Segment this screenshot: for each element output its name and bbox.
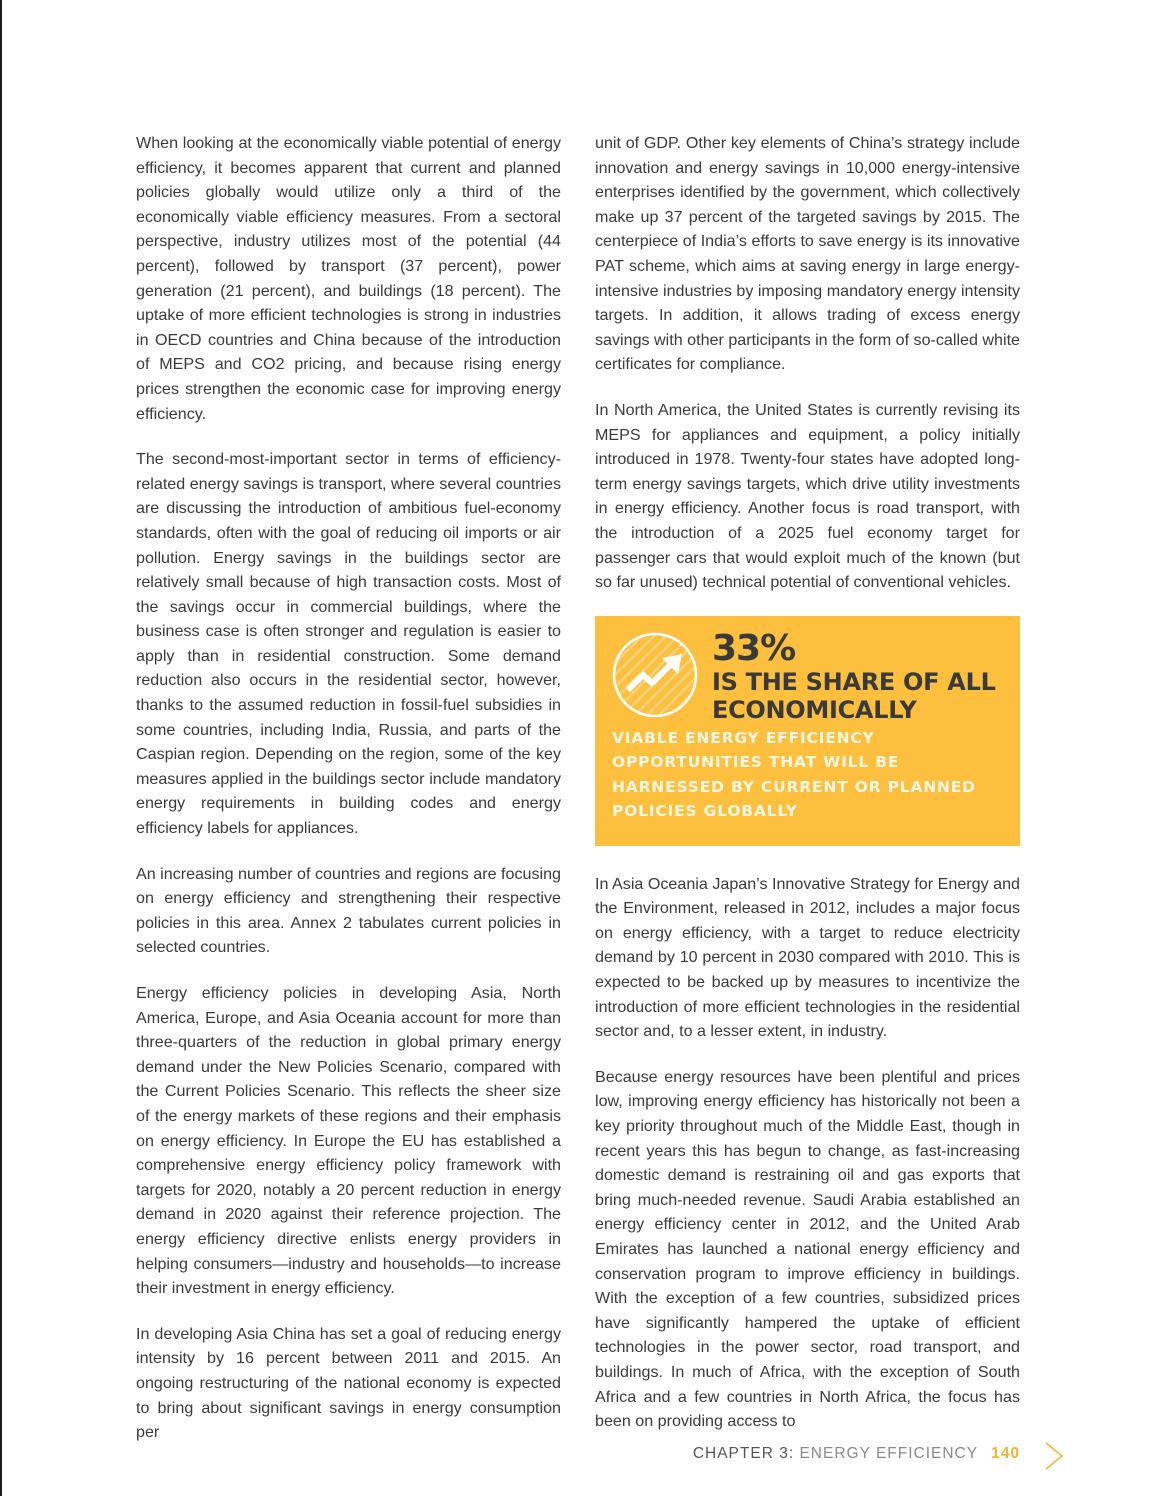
page-edge-rule (0, 0, 2, 1496)
callout-heading (712, 627, 996, 724)
trend-up-arrow-icon (612, 632, 698, 718)
body-paragraph: In Asia Oceania Japan’s Innovative Strategy for Energy and the Environment, released in 2012, includes a major focus on energy efficiency, with a target to reduce electricity demand by 10 percent in 2030 compared with 2010. This is expected to be backed up by measures to incentivize the introduction of more efficient technologies in the residential sector and, to a lesser extent, in industry. (595, 874, 1020, 1041)
page-footer (693, 1445, 1020, 1463)
body-paragraph: The second-most-important sector in terms of efficiency-related energy savings is transport, where several countries are discussing the introduction of ambitious fuel-economy standards, often with the goal of reducing oil imports or air pollution. Energy savings in the buildings sector are relatively small because of high transaction costs. Most of the savings occur in commercial buildings, where the business case is often stronger and regulation is easier to apply than in residential construction. Some demand reduction also occurs in the residential sector, however, thanks to the assumed reduction in fossil-fuel subsidies in some countries, including India, Russia, and parts of the Caspian region. Depending on the region, some of the key measures applied in the buildings sector include mandatory energy requirements in building codes and energy efficiency labels for appliances. (136, 450, 561, 838)
chevron-right-icon[interactable] (1043, 1441, 1065, 1471)
stat-callout-box (595, 616, 1020, 846)
body-paragraph: An increasing number of countries and regions are focusing on energy efficiency and strengthening their respective policies in this area. Annex 2 tabulates current policies in selected countries. (136, 864, 561, 957)
callout-title-line: IS THE SHARE OF ALL (712, 667, 996, 696)
callout-stat-value: 33% (712, 627, 796, 669)
body-paragraph: Energy efficiency policies in developing Asia, North America, Europe, and Asia Oceania account for more than three-quarters of the reduction in global primary energy demand under the New Policies Scenario, compared with the Current Policies Scenario. This reflects the sheer size of the energy markets of these regions and their emphasis on energy efficiency. In Europe the EU has established a comprehensive energy efficiency policy framework with targets for 2020, notably a 20 percent reduction in energy demand in 2020 against their reference projection. The energy efficiency directive enlists energy providers in helping consumers—industry and households—to increase their investment in energy efficiency. (136, 984, 561, 1298)
body-paragraph: Because energy resources have been plentiful and prices low, improving energy efficiency has historically not been a key priority throughout much of the Middle East, though in recent years this has begun to change, as fast-increasing domestic demand is restraining oil and gas exports that bring much-needed revenue. Saudi Arabia established an energy efficiency center in 2012, and the United Arab Emirates has launched a national energy efficiency and conservation program to improve efficiency in buildings. With the exception of a few countries, subsidized prices have significantly hampered the uptake of efficient technologies in the power sector, road transport, and buildings. In much of Africa, with the exception of South Africa and a few countries in North Africa, the focus has been on providing access to (595, 1067, 1020, 1431)
body-paragraph: In developing Asia China has set a goal of reducing energy intensity by 16 percent between 2011 and 2015. An ongoing restructuring of the national economy is expected to bring about significant savings in energy consumption per (136, 1324, 561, 1442)
callout-title-line: ECONOMICALLY (712, 695, 917, 724)
right-column (595, 131, 1020, 1455)
callout-subtitle: VIABLE ENERGY EFFICIENCY OPPORTUNITIES THAT WILL BE HARNESSED BY CURRENT OR PLANNED POLICIES GLOBALLY (612, 728, 976, 821)
footer-topic: ENERGY EFFICIENCY (799, 1445, 978, 1462)
body-paragraph: When looking at the economically viable potential of energy efficiency, it becomes apparent that current and planned policies globally would utilize only a third of the economically viable efficiency measures. From a sectoral perspective, industry utilizes most of the potential (44 percent), followed by transport (37 percent), power generation (21 percent), and buildings (18 percent). The uptake of more efficient technologies is strong in industries in OECD countries and China because of the introduction of MEPS and CO2 pricing, and because rising energy prices strengthen the economic case for improving energy efficiency. (136, 134, 561, 423)
footer-page-number: 140 (991, 1445, 1020, 1462)
footer-chapter: CHAPTER 3: (692, 1445, 795, 1462)
body-paragraph: In North America, the United States is currently revising its MEPS for appliances and equipment, a policy initially introduced in 1978. Twenty-four states have adopted long-term energy savings targets, which drive utility investments in energy efficiency. Another focus is road transport, with the introduction of a 2025 fuel economy target for passenger cars that would exploit much of the known (but so far unused) technical potential of conventional vehicles. (595, 400, 1020, 592)
left-column (136, 131, 561, 1466)
body-paragraph: unit of GDP. Other key elements of China’s strategy include innovation and energy savings in 10,000 energy-intensive enterprises identified by the government, which collectively make up 37 percent of the targeted savings by 2015. The centerpiece of India’s efforts to save energy is its innovative PAT scheme, which aims at saving energy in large energy-intensive industries by imposing mandatory energy intensity targets. In addition, it allows trading of excess energy savings with other participants in the form of so-called white certificates for compliance. (595, 134, 1020, 374)
